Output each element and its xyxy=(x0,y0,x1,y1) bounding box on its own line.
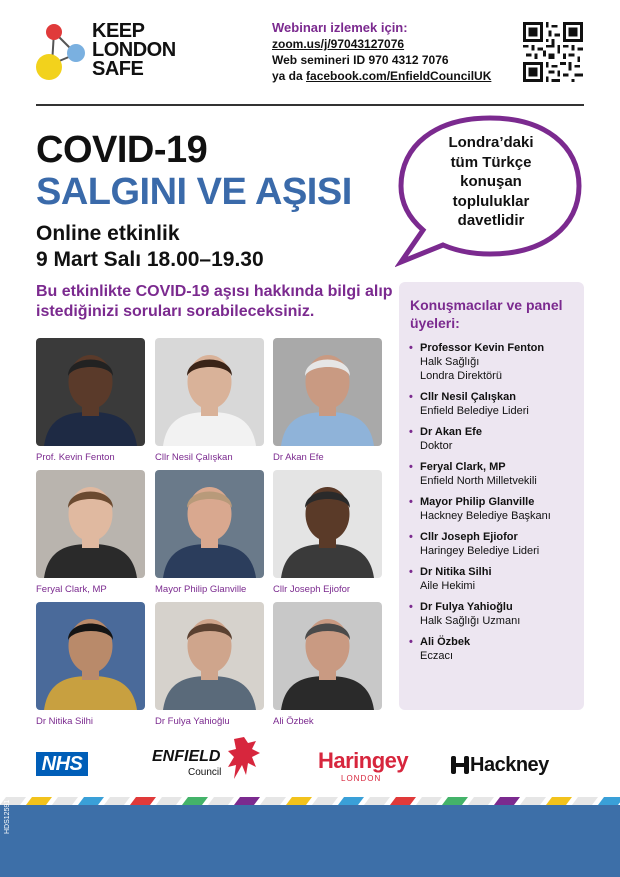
dash-segment xyxy=(364,797,390,805)
hackney-h-icon xyxy=(450,755,470,775)
speaker-role: Enfield Belediye Lideri xyxy=(420,405,529,417)
dash-segment xyxy=(312,797,338,805)
bubble-text: Londra’daki tüm Türkçe konuşan topluluklar davetlidir xyxy=(448,134,534,229)
speaker-item xyxy=(408,425,584,453)
bullet-icon: • xyxy=(409,496,413,508)
photo-caption: Dr Nitika Silhi xyxy=(36,716,94,727)
dash-segment xyxy=(130,797,156,805)
title-line-1: COVID-19 xyxy=(36,129,208,171)
enfield-dragon-icon xyxy=(226,735,262,783)
facebook-link[interactable]: facebook.com/EnfieldCouncilUK xyxy=(306,69,492,83)
speaker-item xyxy=(408,460,584,488)
speaker-role: Aile Hekimi xyxy=(420,580,476,592)
title-line-2: SALGINI VE AŞISI xyxy=(36,171,352,213)
bullet-icon: • xyxy=(409,426,413,438)
dash-segment xyxy=(520,797,546,805)
portrait-illustration xyxy=(36,470,145,578)
nhs-logo: NHS xyxy=(36,752,88,776)
dash-segment xyxy=(416,797,442,805)
keep-london-safe-logo-text: KEEP LONDON SAFE xyxy=(92,20,176,80)
speaker-name: Cllr Nesil Çalışkan xyxy=(420,391,516,403)
speaker-name: Dr Fulya Yahioğlu xyxy=(420,601,513,613)
speaker-photo xyxy=(36,470,145,578)
speaker-item xyxy=(408,495,584,523)
speaker-photo xyxy=(36,338,145,446)
speaker-photo xyxy=(273,338,382,446)
seminar-id: Web semineri ID 970 4312 7076 xyxy=(272,53,449,67)
dash-segment xyxy=(26,797,52,805)
portrait-illustration xyxy=(155,338,264,446)
dash-segment xyxy=(468,797,494,805)
speakers-list xyxy=(408,341,584,670)
portrait-illustration xyxy=(273,470,382,578)
bullet-icon: • xyxy=(409,342,413,354)
intro-text: Bu etkinlikte COVID-19 aşısı hakkında bilgi alıp istediğinizi soruları sorabileceksiniz. xyxy=(36,283,393,320)
header-divider xyxy=(36,104,584,106)
dash-segment xyxy=(208,797,234,805)
speaker-item xyxy=(408,565,584,593)
speaker-name: Professor Kevin Fenton xyxy=(420,342,545,354)
dash-segment xyxy=(286,797,312,805)
speaker-name: Dr Akan Efe xyxy=(420,426,482,438)
photo-caption: Feryal Clark, MP xyxy=(36,584,107,595)
speaker-item xyxy=(408,635,584,663)
speaker-photo xyxy=(155,470,264,578)
bullet-icon: • xyxy=(409,531,413,543)
speaker-item xyxy=(408,341,584,383)
portrait-illustration xyxy=(36,602,145,710)
photo-caption: Dr Akan Efe xyxy=(273,452,324,463)
footer-band xyxy=(0,805,620,877)
keep-london-safe-logo-icon xyxy=(32,22,88,82)
bullet-icon: • xyxy=(409,461,413,473)
portrait-illustration xyxy=(155,470,264,578)
dash-segment xyxy=(598,797,620,805)
speaker-photo xyxy=(273,602,382,710)
enfield-logo-sub: Council xyxy=(188,767,222,778)
speaker-item xyxy=(408,530,584,558)
speaker-name: Feryal Clark, MP xyxy=(420,461,506,473)
bullet-icon: • xyxy=(409,601,413,613)
portrait-illustration xyxy=(273,602,382,710)
haringey-logo-sub: LONDON xyxy=(341,774,382,783)
photo-caption: Prof. Kevin Fenton xyxy=(36,452,115,463)
speaker-role: Enfield North Milletvekili xyxy=(420,475,537,487)
dash-segment xyxy=(78,797,104,805)
event-datetime: 9 Mart Salı 18.00–19.30 xyxy=(36,248,264,271)
dash-segment xyxy=(52,797,78,805)
speaker-role: Halk Sağlığı Uzmanı xyxy=(420,615,521,627)
speaker-photo xyxy=(273,470,382,578)
dash-segment xyxy=(182,797,208,805)
photo-caption: Cllr Joseph Ejiofor xyxy=(273,584,351,595)
facebook-prefix: ya da xyxy=(272,69,307,83)
speaker-name: Dr Nitika Silhi xyxy=(420,566,492,578)
speaker-role-2: Londra Direktörü xyxy=(420,370,502,382)
dash-segment xyxy=(260,797,286,805)
photo-caption: Ali Özbek xyxy=(273,716,314,727)
speaker-role: Eczacı xyxy=(420,650,454,662)
colored-dash-strip xyxy=(0,797,620,805)
speaker-photo xyxy=(155,602,264,710)
dash-segment xyxy=(156,797,182,805)
photo-caption: Cllr Nesil Çalışkan xyxy=(155,452,233,463)
dash-segment xyxy=(104,797,130,805)
footer-code: HDS12591 xyxy=(4,799,11,834)
dash-segment xyxy=(494,797,520,805)
enfield-logo: ENFIELD xyxy=(152,748,221,765)
portrait-illustration xyxy=(155,602,264,710)
speaker-role: Doktor xyxy=(420,440,453,452)
speakers-panel-title: Konuşmacılar ve panel üyeleri: xyxy=(410,297,563,331)
dash-segment xyxy=(390,797,416,805)
dash-segment xyxy=(546,797,572,805)
photo-caption: Dr Fulya Yahioğlu xyxy=(155,716,230,727)
speaker-role: Halk Sağlığı xyxy=(420,356,480,368)
dash-segment xyxy=(338,797,364,805)
bullet-icon: • xyxy=(409,636,413,648)
speaker-photo xyxy=(36,602,145,710)
speaker-name: Ali Özbek xyxy=(420,636,471,648)
dash-segment xyxy=(442,797,468,805)
bullet-icon: • xyxy=(409,566,413,578)
speaker-photo xyxy=(155,338,264,446)
speaker-role: Hackney Belediye Başkanı xyxy=(420,510,551,522)
event-type: Online etkinlik xyxy=(36,222,180,245)
speaker-name: Cllr Joseph Ejiofor xyxy=(420,531,518,543)
webinar-heading: Webinarı izlemek için: xyxy=(272,20,408,35)
dash-segment xyxy=(234,797,260,805)
speaker-role: Haringey Belediye Lideri xyxy=(420,545,540,557)
qr-code-icon[interactable] xyxy=(523,22,583,82)
speaker-item xyxy=(408,390,584,418)
speaker-item xyxy=(408,600,584,628)
zoom-link[interactable]: zoom.us/j/97043127076 xyxy=(272,37,405,51)
hackney-logo: Hackney xyxy=(470,754,549,776)
webinar-info xyxy=(272,20,491,84)
portrait-illustration xyxy=(273,338,382,446)
speaker-name: Mayor Philip Glanville xyxy=(420,496,535,508)
haringey-logo: Haringey xyxy=(318,748,409,773)
photo-caption: Mayor Philip Glanville xyxy=(155,584,247,595)
bullet-icon: • xyxy=(409,391,413,403)
dash-segment xyxy=(572,797,598,805)
portrait-illustration xyxy=(36,338,145,446)
